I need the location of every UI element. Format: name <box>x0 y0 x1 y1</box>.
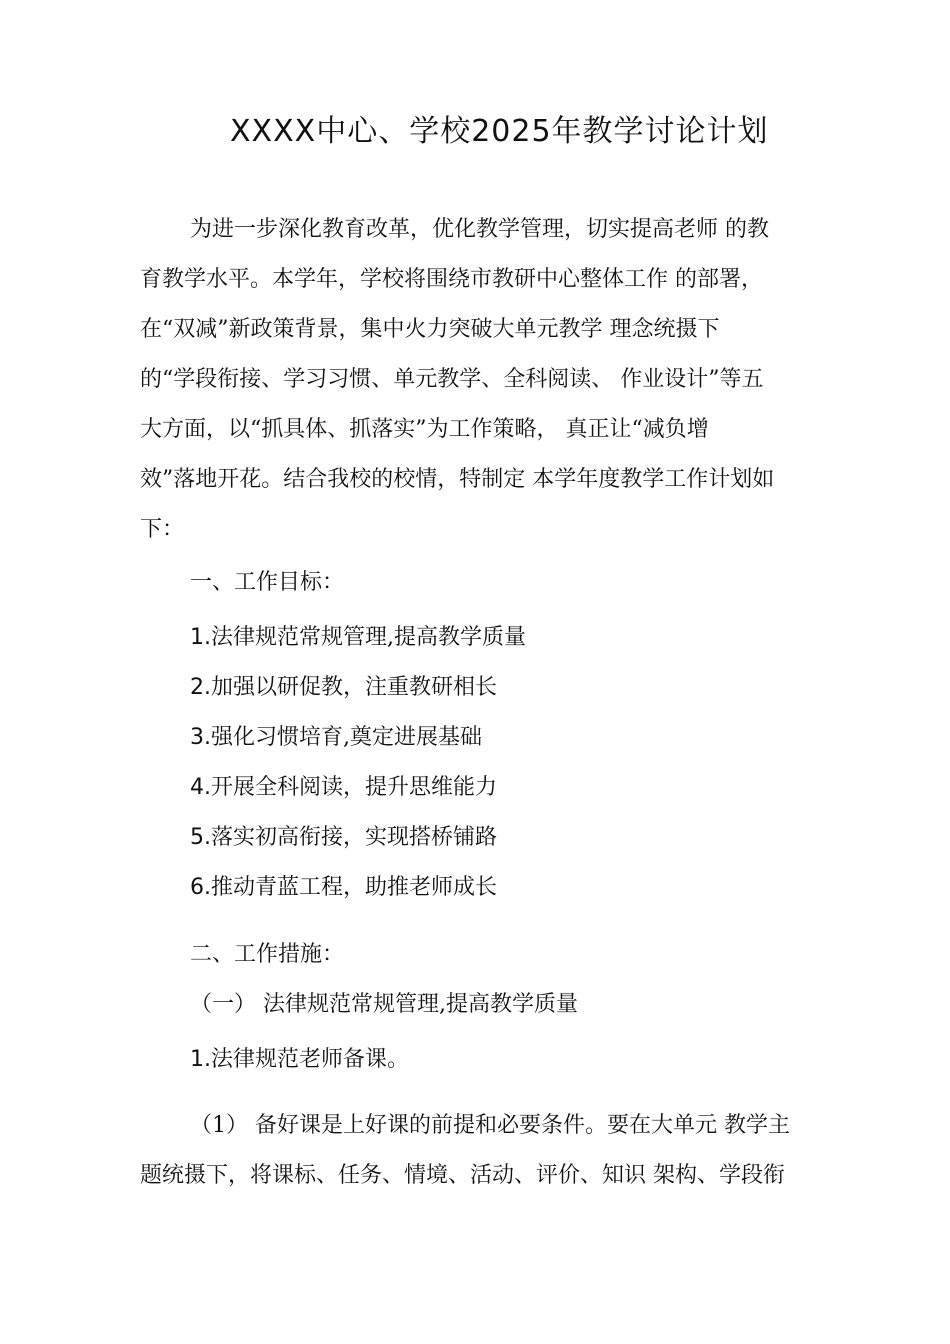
measure-item <box>190 1042 409 1073</box>
goal-text: 开展全科阅读，提升思维能力 <box>211 775 498 800</box>
measure-number: 1. <box>190 1047 211 1072</box>
intro-line: 效”落地开花。结合我校的校情，特制定 本学年度教学工作计划如 <box>140 467 775 492</box>
goal-item <box>190 720 482 751</box>
subsection-heading: （一） 法律规范常规管理,提高教学质量 <box>190 992 578 1017</box>
goal-item <box>190 870 497 901</box>
goal-text: 落实初高衔接，实现搭桥铺路 <box>211 825 498 850</box>
goal-text: 强化习惯培育,奠定进展基础 <box>211 725 482 750</box>
goal-number: 4. <box>190 775 211 800</box>
measure-text: 法律规范老师备课。 <box>211 1047 410 1072</box>
document-title: XXXX中心、学校2025年教学讨论计划 <box>230 114 769 149</box>
goal-number: 2. <box>190 675 211 700</box>
goal-number: 6. <box>190 875 211 900</box>
intro-line: 在“双减”新政策背景，集中火力突破大单元教学 理念统摄下 <box>140 317 720 342</box>
intro-line: 大方面，以“抓具体、抓落实”为工作策略， 真正让“减负增 <box>140 417 709 442</box>
paragraph-line: 题统摄下，将课标、任务、情境、活动、评价、知识 架构、学段衔 <box>140 1163 785 1188</box>
goal-text: 法律规范常规管理,提高教学质量 <box>211 625 526 650</box>
section-heading-measures: 二、工作措施： <box>190 942 345 967</box>
goal-number: 5. <box>190 825 211 850</box>
paragraph-line: （1） 备好课是上好课的前提和必要条件。要在大单元 教学主 <box>190 1113 790 1138</box>
intro-line: 的“学段衔接、学习习惯、单元教学、全科阅读、 作业设计”等五 <box>140 367 764 392</box>
intro-line: 为进一步深化教育改革，优化教学管理，切实提高老师 的教 <box>190 217 769 242</box>
goal-item <box>190 620 526 651</box>
goal-text: 加强以研促教，注重教研相长 <box>211 675 498 700</box>
goal-item <box>190 770 497 801</box>
section-heading-goals: 一、工作目标： <box>190 570 345 595</box>
goal-item <box>190 670 497 701</box>
intro-line: 育教学水平。本学年，学校将围绕市教研中心整体工作 的部署， <box>140 267 763 292</box>
intro-line: 下： <box>140 517 185 542</box>
goal-number: 1. <box>190 625 211 650</box>
goal-item <box>190 820 497 851</box>
goal-number: 3. <box>190 725 211 750</box>
goal-text: 推动青蓝工程，助推老师成长 <box>211 875 498 900</box>
